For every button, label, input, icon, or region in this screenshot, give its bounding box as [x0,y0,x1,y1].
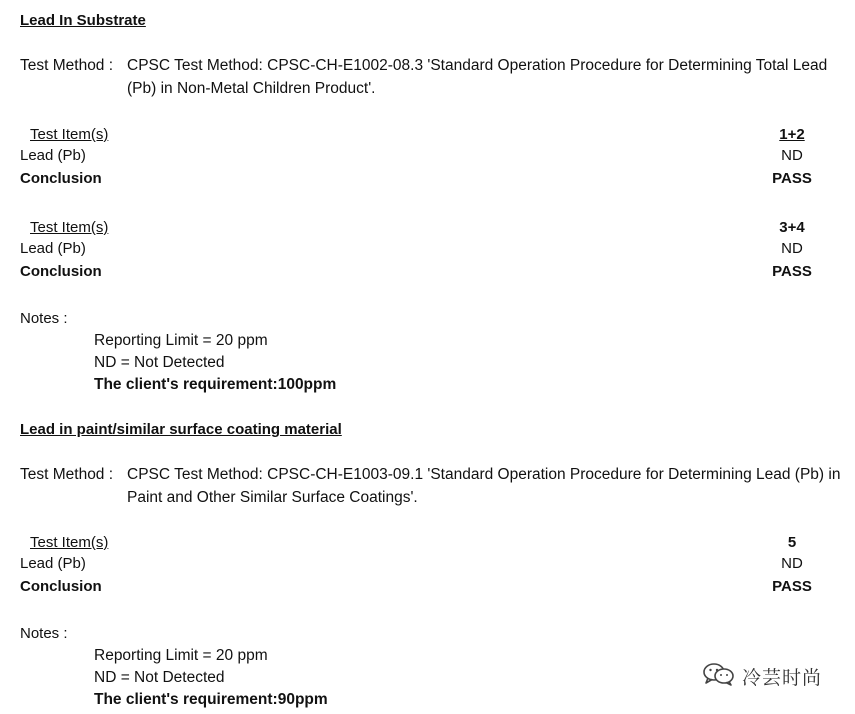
section1-note-reporting-limit: Reporting Limit = 20 ppm [94,332,268,349]
section2-method-text [127,463,847,509]
section1-note-nd: ND = Not Detected [94,354,225,371]
section1-notes-label: Notes : [20,310,68,327]
table2-header-value: 3+4 [779,219,805,236]
table3-header-label: Test Item(s) [30,534,109,551]
section1-method-label: Test Method : [20,57,114,74]
section2-method-label: Test Method : [20,466,114,483]
section1-method-text [127,54,847,100]
table1-row-value: ND [781,147,803,164]
section2-method-text-content: CPSC Test Method: CPSC-CH-E1003-09.1 'Standard Operation Procedure for Determining Lead (Pb) in Paint and Other Similar Surface Coatings'. [127,466,841,506]
table2-row-value: ND [781,240,803,257]
section2-heading: Lead in paint/similar surface coating material [20,421,342,438]
wechat-icon [702,661,736,692]
table2-header-label: Test Item(s) [30,219,109,236]
section1-heading: Lead In Substrate [20,12,146,29]
table2-row-label: Lead (Pb) [20,240,86,257]
section1-method-text-content: CPSC Test Method: CPSC-CH-E1002-08.3 'Standard Operation Procedure for Determining Total Lead (Pb) in Non-Metal Children Product'. [127,57,828,97]
table1-row-label: Lead (Pb) [20,147,86,164]
table3-conclusion-label: Conclusion [20,578,102,595]
section2-notes-label: Notes : [20,625,68,642]
watermark-text: 冷芸时尚 [742,666,823,689]
table1-header-value: 1+2 [779,126,805,143]
section1-note-requirement: The client's requirement:100ppm [94,376,337,393]
table3-row-value: ND [781,555,803,572]
table1-conclusion-value: PASS [772,170,812,187]
table3-row-label: Lead (Pb) [20,555,86,572]
table2-conclusion-label: Conclusion [20,263,102,280]
table1-conclusion-label: Conclusion [20,170,102,187]
section2-note-reporting-limit: Reporting Limit = 20 ppm [94,647,268,664]
section2-note-nd: ND = Not Detected [94,669,225,686]
table3-conclusion-value: PASS [772,578,812,595]
table2-conclusion-value: PASS [772,263,812,280]
watermark [702,662,822,690]
section2-note-requirement: The client's requirement:90ppm [94,691,328,708]
table3-header-value: 5 [787,534,797,551]
table1-header-label: Test Item(s) [30,126,109,143]
